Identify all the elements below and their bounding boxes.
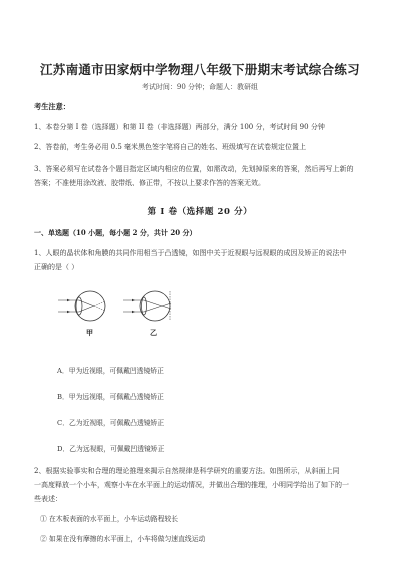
notice-heading: 考生注意： — [34, 102, 70, 111]
exam-info: 考试时间：90 分钟；命题人：教研组 — [141, 83, 259, 91]
notice-item-3: 3、答案必须写在试卷各个题目指定区域内相应的位置，如需改动，先划掉原来的答案，然后再写上新的 — [34, 165, 354, 173]
notice-item-3-cont: 答案；不准使用涂改液、胶带纸、修正带，不按以上要求作答的答案无效。 — [34, 179, 265, 187]
q2-stem-line1: 2、根据实验事实和合理的理论推理来揭示自然规律是科学研究的重要方法。如图所示，从斜面上同 — [34, 467, 340, 475]
q1-option-a[interactable]: A．甲为近视眼，可佩戴凹透镜矫正 — [57, 367, 164, 375]
notice-item-1: 1、本卷分第 I 卷（选择题）和第 II 卷（非选择题）两部分，满分 100 分，考试时间 90 分钟 — [34, 123, 325, 131]
q2-statement-1: ① 在木板表面的水平面上，小车运动路程较长 — [40, 515, 179, 523]
part-heading: 一、单选题（10 小题，每小题 2 分，共计 20 分） — [34, 228, 197, 237]
figure-label-right: 乙 — [150, 328, 157, 337]
eye-diagram-right — [123, 291, 171, 321]
q1-option-c[interactable]: C．乙为近视眼，可佩戴凸透镜矫正 — [57, 419, 165, 427]
notice-item-2: 2、答卷前，考生务必用 0.5 毫米黑色签字笔将自己的姓名、班级填写在试卷规定位置上 — [34, 143, 307, 151]
section-title: 第 I 卷（选择题 20 分） — [147, 207, 253, 217]
figure-label-left: 甲 — [86, 328, 93, 337]
q2-stem-line2: 一高度释放一个小车，观察小车在水平面上的运动情况，并做出合理的推理，小明同学给出了如下的一 — [34, 481, 349, 489]
q1-option-d[interactable]: D．乙为远视眼，可佩戴凹透镜矫正 — [57, 445, 165, 453]
q2-statement-2: ② 如果在没有摩擦的水平面上，小车将做匀速直线运动 — [40, 535, 206, 543]
page-title: 江苏南通市田家炳中学物理八年级下册期末考试综合练习 — [39, 62, 360, 77]
q1-stem-line2: 正确的是（ ） — [34, 263, 79, 271]
eye-diagram — [58, 286, 188, 344]
q1-stem-line1: 1、人眼的晶状体和角膜的共同作用相当于凸透镜，如图中关于近视眼与远视眼的成因及矫正的说法中 — [34, 249, 347, 257]
q1-option-b[interactable]: B．甲为远视眼，可佩戴凸透镜矫正 — [57, 393, 164, 401]
eye-diagram-left — [58, 291, 105, 321]
q2-stem-line3: 些表述： — [34, 495, 62, 503]
